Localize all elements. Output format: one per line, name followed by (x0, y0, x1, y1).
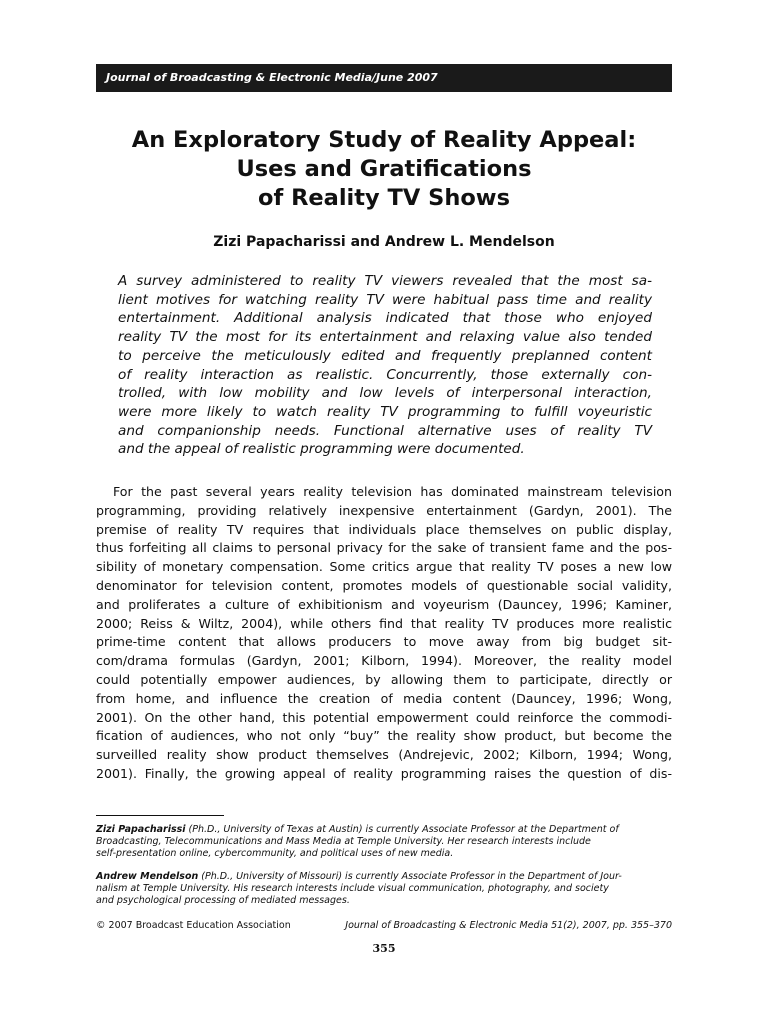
title-line: Uses and Gratifications (236, 156, 532, 182)
body-line: programming, providing relatively inexpensive entertainment (Gardyn, 2001). The (96, 502, 672, 518)
copyright-notice: © 2007 Broadcast Education Association (96, 920, 291, 931)
abstract-line: entertainment. Additional analysis indicated that those who enjoyed (118, 310, 652, 327)
author-footnote (96, 824, 672, 860)
journal-citation: Journal of Broadcasting & Electronic Media 51(2), 2007, pp. 355–370 (345, 920, 672, 931)
page-number: 355 (372, 942, 396, 955)
footnote-author-name: Zizi Papacharissi (96, 824, 186, 835)
abstract-line: and the appeal of realistic programming were documented. (118, 441, 525, 458)
abstract-line: A survey administered to reality TV viewers revealed that the most sa- (118, 273, 652, 289)
abstract-line: were more likely to watch reality TV programming to fulfill voyeuristic (118, 403, 652, 420)
body-line: fication of audiences, who not only “buy” the reality show product, but become the (96, 728, 672, 744)
body-line: premise of reality TV requires that individuals place themselves on public display, (96, 521, 672, 537)
body-line: surveilled reality show product themselves (Andrejevic, 2002; Kilborn, 1994; Wong, (96, 747, 672, 763)
footnote-line (96, 871, 672, 883)
body-line: and proliferates a culture of exhibitionism and voyeurism (Dauncey, 1996; Kaminer, (96, 596, 672, 612)
body-line: could potentially empower audiences, by allowing them to participate, directly or (96, 671, 672, 687)
article-title (96, 126, 672, 213)
author-footnote (96, 871, 672, 907)
body-line: com/drama formulas (Gardyn, 2001; Kilborn, 1994). Moreover, the reality model (96, 653, 672, 669)
title-line: of Reality TV Shows (258, 185, 510, 211)
body-line: denominator for television content, promotes models of questionable social validity, (96, 577, 672, 593)
abstract (118, 272, 652, 459)
footnote-line: Broadcasting, Telecommunications and Mass Media at Temple University. Her research interests include (96, 835, 591, 847)
footnote-divider (96, 815, 224, 816)
abstract-line: trolled, with low mobility and low levels of interpersonal interaction, (118, 385, 652, 402)
body-line: 2001). On the other hand, this potential empowerment could reinforce the commodi- (96, 709, 672, 725)
body-paragraph (96, 483, 672, 784)
footnote-line: and psychological processing of mediated messages. (96, 894, 350, 906)
body-line: from home, and influence the creation of media content (Dauncey, 1996; Wong, (96, 690, 672, 706)
abstract-line: lient motives for watching reality TV were habitual pass time and reality (118, 291, 652, 308)
body-line: 2000; Reiss & Wiltz, 2004), while others find that reality TV produces more realistic (96, 615, 672, 631)
abstract-line: of reality interaction as realistic. Concurrently, those externally con- (118, 366, 652, 383)
body-line: For the past several years reality television has dominated mainstream television (113, 484, 672, 499)
abstract-line: to perceive the meticulously edited and frequently preplanned content (118, 347, 652, 364)
body-line: 2001). Finally, the growing appeal of reality programming raises the question of dis- (96, 765, 672, 781)
footnote-line: nalism at Temple University. His research interests include visual communication, photography, and society (96, 882, 609, 894)
footnote-line: self-presentation online, cybercommunity, and political uses of new media. (96, 847, 454, 859)
body-line: prime-time content that allows producers to move away from big budget sit- (96, 634, 672, 650)
footnote-text: (Ph.D., University of Missouri) is currently Associate Professor in the Department of Jour- (198, 871, 622, 882)
title-line: An Exploratory Study of Reality Appeal: (131, 127, 637, 153)
body-line: sibility of monetary compensation. Some critics argue that reality TV poses a new low (96, 559, 672, 575)
abstract-line: reality TV the most for its entertainment and relaxing value also tended (118, 329, 652, 346)
abstract-line: and companionship needs. Functional alternative uses of reality TV (118, 422, 652, 439)
footnote-author-name: Andrew Mendelson (96, 871, 199, 882)
footnote-line (96, 824, 672, 836)
body-line: thus forfeiting all claims to personal privacy for the sake of transient fame and the pos- (96, 540, 672, 556)
running-head: Journal of Broadcasting & Electronic Media/June 2007 (96, 64, 672, 92)
footnote-text: (Ph.D., University of Texas at Austin) is currently Associate Professor at the Department of (185, 824, 619, 835)
author-byline: Zizi Papacharissi and Andrew L. Mendelson (213, 234, 555, 250)
